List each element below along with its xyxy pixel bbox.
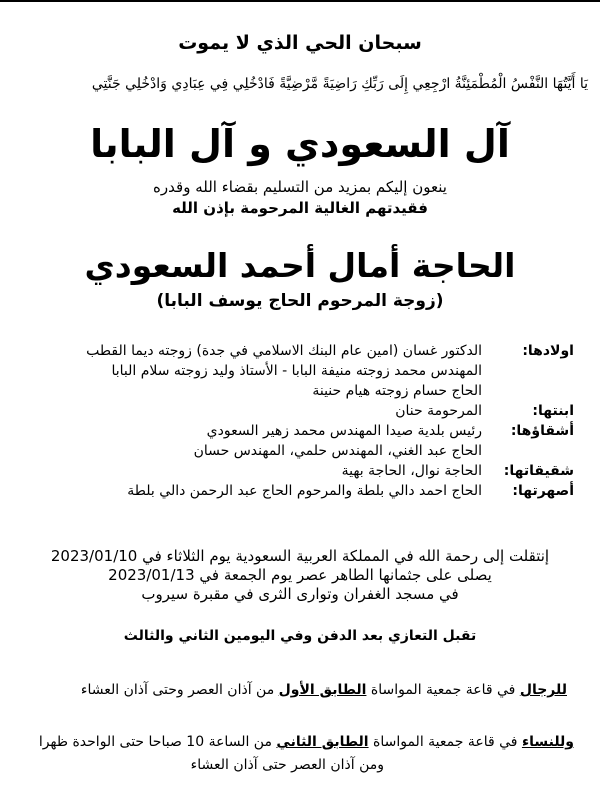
inlaws-row bbox=[14, 483, 574, 503]
sons-row bbox=[14, 343, 574, 363]
brothers-row bbox=[14, 423, 574, 443]
women-condolences-line2: ومن آذان العصر حتى آذان العشاء bbox=[190, 757, 384, 773]
spouse-text: (زوجة المرحوم الحاج يوسف البابا) bbox=[156, 291, 444, 311]
daughter-row bbox=[14, 403, 574, 423]
header-title: سبحان الحي الذي لا يموت bbox=[178, 32, 422, 54]
sisters-label: شقيقاتها: bbox=[503, 463, 574, 479]
condolences-title: تقبل التعازي بعد الدفن وفي اليومين الثاني والثالث bbox=[123, 628, 477, 644]
women-floor: الطابق الثاني bbox=[276, 734, 369, 750]
brothers-line: الحاج عبد الغني، المهندس حلمي، المهندس حسان bbox=[193, 443, 482, 459]
brothers-line: رئيس بلدية صيدا المهندس محمد زهير السعودي bbox=[206, 423, 482, 439]
death-announcement: إنتقلت إلى رحمة الله في المملكة العربية السعودية يوم الثلاثاء في 2023/01/10 bbox=[50, 547, 550, 565]
men-condolences bbox=[81, 682, 567, 698]
deceased-name: الحاجة أمال أحمد السعودي bbox=[84, 246, 516, 285]
women-label: وللنساء bbox=[521, 734, 574, 750]
inlaws-label: أصهرتها: bbox=[512, 483, 574, 499]
brothers-label: أشقاؤها: bbox=[510, 423, 574, 439]
sons-row bbox=[14, 363, 574, 383]
sisters-value: الحاجة نوال، الحاجة بهية bbox=[341, 463, 482, 479]
men-floor: الطابق الأول bbox=[278, 682, 367, 698]
top-border bbox=[0, 0, 600, 2]
sons-line: المهندس محمد زوجته منيفة البابا - الأستاذ وليد زوجته سلام البابا bbox=[111, 363, 482, 379]
women-pre: في قاعة جمعية المواساة bbox=[368, 734, 522, 750]
announcement-text: ينعون إليكم بمزيد من التسليم بقضاء الله وقدره bbox=[153, 178, 447, 196]
sisters-row bbox=[14, 463, 574, 483]
sons-row bbox=[14, 383, 574, 403]
quran-verse: يَا أَيَّتُهَا النَّفْسُ الْمُطْمَئِنَّةُ ارْجِعِي إِلَى رَبِّكِ رَاضِيَةً مَّرْضِيَّةً فَادْخُلِي فِي عِبَادِي وَادْخُلِي جَنَّتِي bbox=[91, 76, 588, 92]
women-condolences bbox=[39, 734, 574, 750]
men-post: من آذان العصر وحتى آذان العشاء bbox=[80, 682, 279, 698]
burial-place: في مسجد الغفران وتوارى الثرى في مقبرة سيروب bbox=[141, 585, 459, 603]
deceased-intro: فقيدتهم الغالية المرحومة بإذن الله bbox=[172, 199, 428, 217]
brothers-row bbox=[14, 443, 574, 463]
men-label: للرجال bbox=[519, 682, 567, 698]
relatives-list bbox=[14, 343, 574, 503]
sons-line: الدكتور غسان (امين عام البنك الاسلامي في جدة) زوجته ديما القطب bbox=[86, 343, 482, 359]
sons-line: الحاج حسام زوجته هيام حنينة bbox=[312, 383, 482, 399]
daughter-value: المرحومة حنان bbox=[395, 403, 482, 419]
families-heading: آل السعودي و آل البابا bbox=[90, 122, 510, 166]
men-pre: في قاعة جمعية المواساة bbox=[366, 682, 520, 698]
inlaws-value: الحاج احمد دالي بلطة والمرحوم الحاج عبد الرحمن دالي بلطة bbox=[127, 483, 482, 499]
women-post: من الساعة 10 صباحا حتى الواحدة ظهرا bbox=[38, 734, 277, 750]
daughter-label: ابنتها: bbox=[532, 403, 574, 419]
prayer-time: يصلى على جثمانها الطاهر عصر يوم الجمعة في 2023/01/13 bbox=[108, 566, 492, 584]
sons-label: اولادها: bbox=[522, 343, 574, 359]
